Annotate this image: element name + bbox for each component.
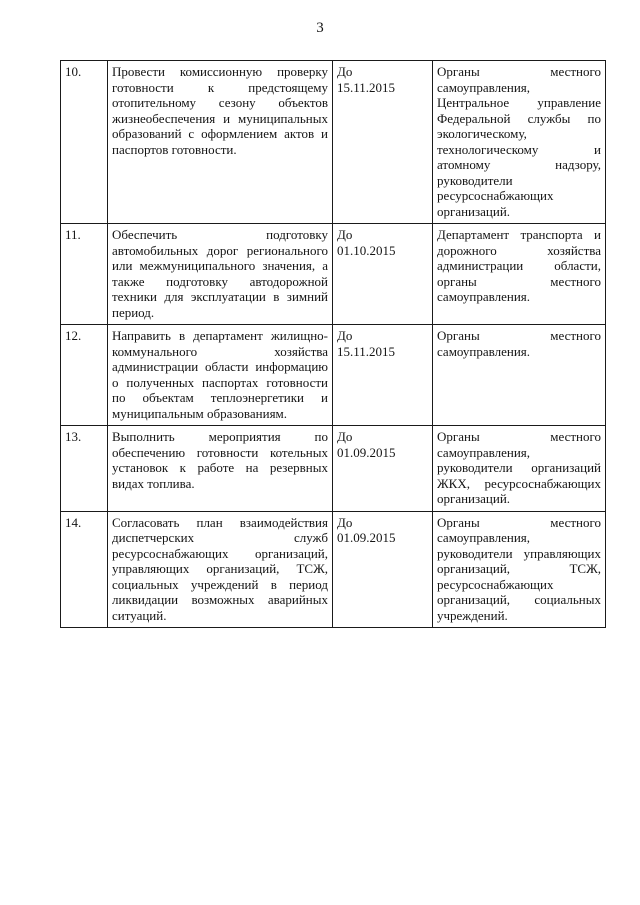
deadline-label: До	[337, 64, 353, 79]
row-number: 14.	[61, 511, 108, 628]
page-number: 3	[316, 20, 324, 36]
deadline-label: До	[337, 227, 353, 242]
row-number: 11.	[61, 224, 108, 325]
row-number: 13.	[61, 426, 108, 512]
deadline-label: До	[337, 514, 353, 530]
measures-table	[60, 60, 606, 628]
task-cell: Провести комиссионную проверку готовности к предстоящему отопительному сезону объектов жизнеобеспечения и муниципальных образований с оформлением актов и паспортов готовности.	[108, 61, 333, 224]
task-cell: Согласовать план взаимодействия диспетчерских служб ресурсоснабжающих организаций, управляющих организаций, ТСЖ, социальных учреждений в период ликвидации возможных аварийных ситуаций.	[108, 511, 333, 628]
responsible-cell: Органы местного самоуправления, руководители организаций ЖКХ, ресурсоснабжающих организаций.	[433, 426, 606, 512]
task-cell: Направить в департамент жилищно-коммунального хозяйства администрации области информацию о полученных паспортах готовности по объектам теплоэнергетики и муниципальным образованиям.	[108, 325, 333, 426]
deadline-cell	[333, 224, 433, 325]
task-cell: Обеспечить подготовку автомобильных дорог регионального или межмуниципального значения, а также подготовку автодорожной техники для эксплуатации в зимний период.	[108, 224, 333, 325]
deadline-label: До	[337, 429, 353, 444]
responsible-cell: Органы местного самоуправления, Центральное управление Федеральной службы по экологическому, технологическому и атомному надзору, руководители ресурсоснабжающих организаций.	[433, 61, 606, 224]
deadline-date: 01.09.2015	[337, 444, 396, 460]
table-row	[61, 224, 606, 325]
row-number: 10.	[61, 61, 108, 224]
responsible-cell: Органы местного самоуправления.	[433, 325, 606, 426]
deadline-label: До	[337, 328, 353, 343]
table-row	[61, 325, 606, 426]
deadline-cell	[333, 511, 433, 628]
responsible-cell: Департамент транспорта и дорожного хозяйства администрации области, органы местного самоуправления.	[433, 224, 606, 325]
deadline-date: 01.10.2015	[337, 242, 396, 258]
responsible-cell: Органы местного самоуправления, руководители управляющих организаций, ТСЖ, ресурсоснабжающих организаций, социальных учреждений.	[433, 511, 606, 628]
table-row	[61, 511, 606, 628]
deadline-date: 15.11.2015	[337, 343, 396, 359]
table-row	[61, 61, 606, 224]
deadline-date: 15.11.2015	[337, 79, 396, 95]
deadline-cell	[333, 325, 433, 426]
task-cell: Выполнить мероприятия по обеспечению готовности котельных установок к работе на резервных видах топлива.	[108, 426, 333, 512]
deadline-cell	[333, 61, 433, 224]
row-number: 12.	[61, 325, 108, 426]
deadline-cell	[333, 426, 433, 512]
deadline-date: 01.09.2015	[337, 530, 396, 545]
table-row	[61, 426, 606, 512]
